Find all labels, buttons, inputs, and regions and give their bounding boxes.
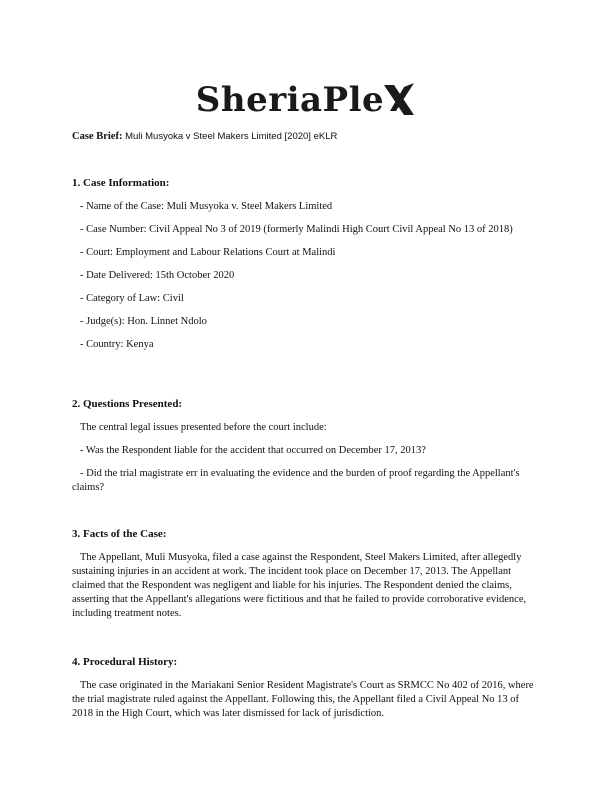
section-heading: 4. Procedural History: <box>72 656 178 668</box>
info-item-country: - Country: Kenya <box>80 339 154 350</box>
question-item-2: - Did the trial magistrate err in evaluating the evidence and the burden of proof regarding the Appellant's claims? <box>72 468 520 493</box>
section-heading: 3. Facts of the Case: <box>72 528 167 540</box>
info-item-judges: - Judge(s): Hon. Linnet Ndolo <box>80 316 207 327</box>
info-item-name: - Name of the Case: Muli Musyoka v. Steel Makers Limited <box>80 201 333 212</box>
case-brief-title: Muli Musyoka v Steel Makers Limited [2020] eKLR <box>125 131 338 142</box>
questions-intro: The central legal issues presented before the court include: <box>80 422 327 433</box>
section-case-information <box>72 176 542 361</box>
facts-paragraph: The Appellant, Muli Musyoka, filed a case against the Respondent, Steel Makers Limited, after allegedly sustaining injuries in an accident at work. The incident took place on December 17, 2013. The Appellant claimed that the Respondent was negligent and liable for his injuries. The Respondent denied the claims, asserting that the Appellant's allegations were fictitious and that he failed to provide corroborative evidence, including treatment notes. <box>72 552 527 619</box>
section-facts <box>72 527 542 621</box>
info-item-category: - Category of Law: Civil <box>80 293 184 304</box>
procedural-paragraph: The case originated in the Mariakani Senior Resident Magistrate's Court as SRMCC No 402 of 2016, where the trial magistrate ruled against the Appellant. Following this, the Appellant filed a Civil Appeal No 13 of 2018 in the High Court, which was later dismissed for lack of jurisdiction. <box>72 680 534 719</box>
section-heading: 2. Questions Presented: <box>72 398 183 410</box>
info-item-court: - Court: Employment and Labour Relations Court at Malindi <box>80 247 336 258</box>
logo <box>0 78 612 122</box>
case-brief-label: Case Brief: <box>72 131 123 142</box>
section-questions-presented <box>72 397 542 504</box>
x-mark-icon <box>382 81 416 119</box>
info-item-case-number: - Case Number: Civil Appeal No 3 of 2019 (formerly Malindi High Court Civil Appeal No 13 of 2018) <box>80 224 513 235</box>
info-item-date: - Date Delivered: 15th October 2020 <box>80 270 235 281</box>
section-procedural-history <box>72 655 542 721</box>
logo-wrap <box>196 78 416 122</box>
question-item-1: - Was the Respondent liable for the accident that occurred on December 17, 2013? <box>80 445 426 456</box>
case-brief-line <box>72 130 337 144</box>
logo-text: SheriaPle <box>195 80 385 120</box>
section-heading: 1. Case Information: <box>72 177 170 189</box>
